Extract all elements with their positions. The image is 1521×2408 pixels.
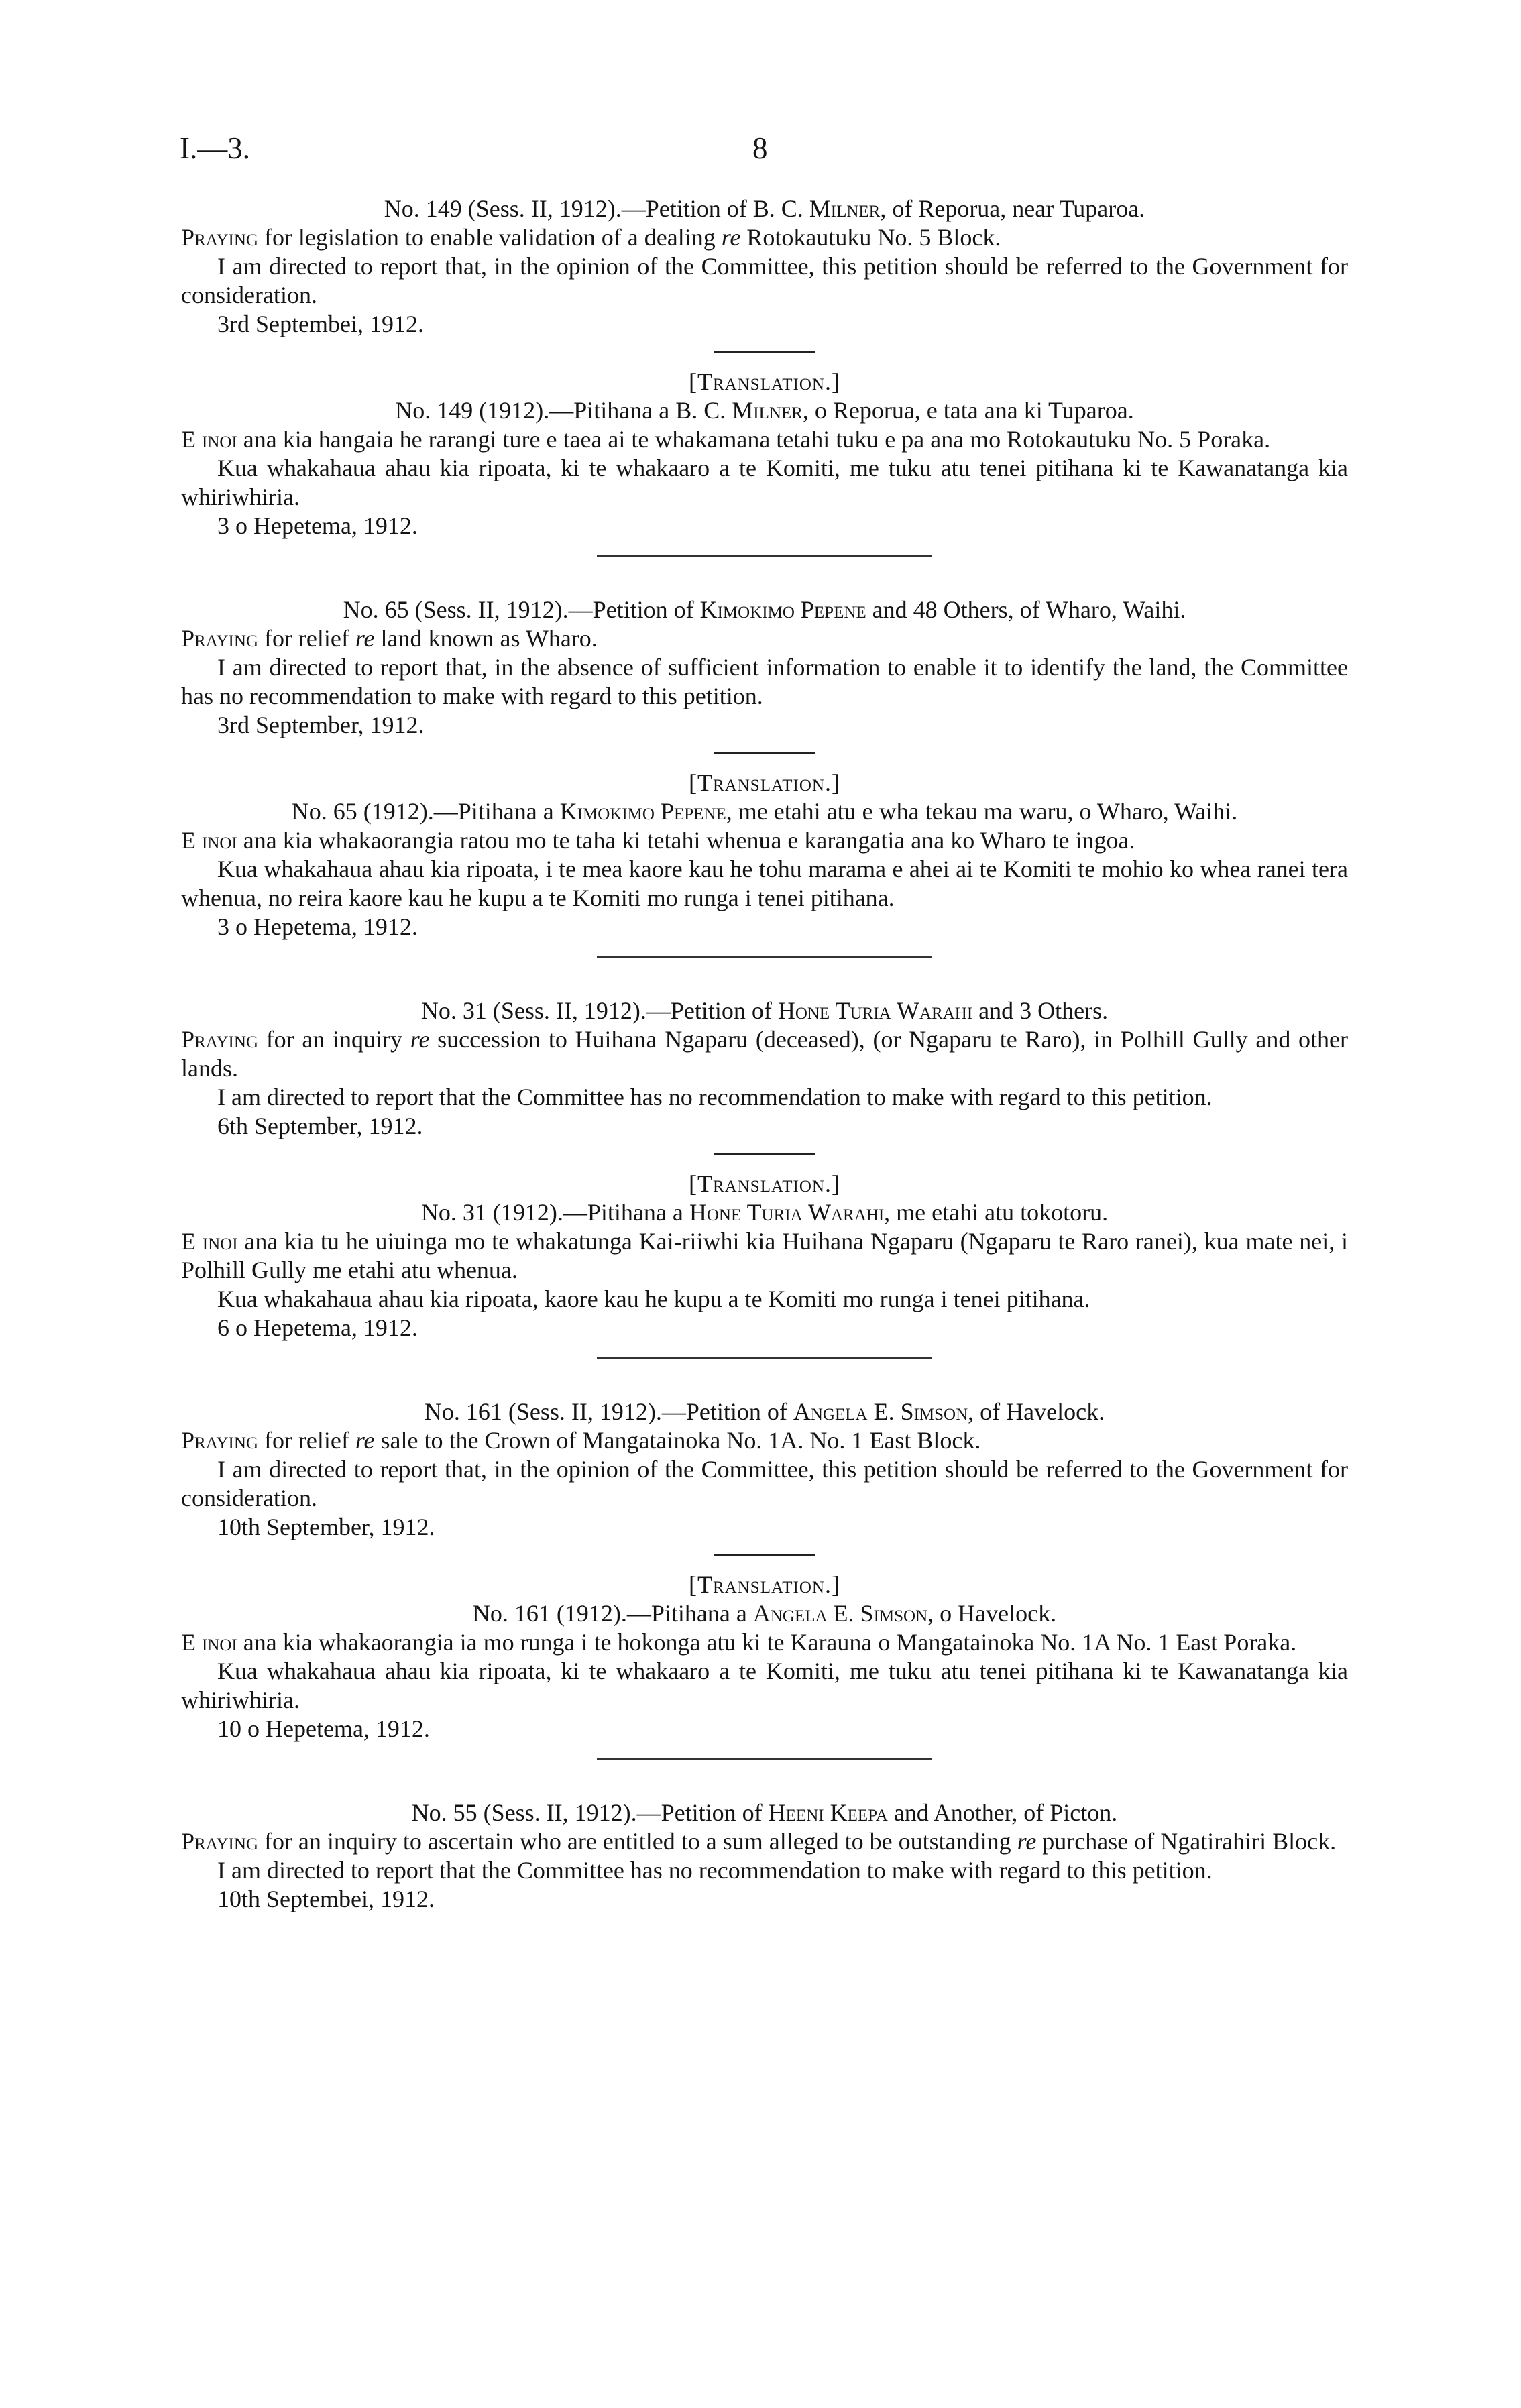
report-date: 6th September, 1912.: [217, 1112, 423, 1139]
translation-heading: [181, 396, 1348, 425]
heading-text: No. 31 (Sess. II, 1912).—Petition of: [420, 997, 778, 1024]
section-divider: [597, 1758, 932, 1760]
report-paragraph: I am directed to report that, in the absence of sufficient information to enable it to identify the land, the Committee has no recommendation to make with regard to this petition.: [181, 654, 1348, 709]
praying-lead: E inoi: [181, 1228, 238, 1255]
report-paragraph: I am directed to report that, in the opinion of the Committee, this petition should be referred to the Government for consideration.: [181, 253, 1348, 308]
section-divider: [597, 555, 932, 557]
translation-label: [Translation.]: [689, 1571, 840, 1598]
translation-report: Kua whakahaua ahau kia ripoata, ki te whakaaro a te Komiti, me tuku atu tenei pitihana ki te Kawanatanga kia whiriwhiria.: [181, 1658, 1348, 1713]
report-paragraph: I am directed to report that, in the opinion of the Committee, this petition should be referred to the Government for consideration.: [181, 1456, 1348, 1511]
praying-italic: re: [410, 1026, 430, 1053]
petitioner-name: Angela E. Simson: [752, 1600, 928, 1627]
heading-text: and 3 Others.: [972, 997, 1109, 1024]
translation-date: 6 o Hepetema, 1912.: [217, 1314, 418, 1341]
praying-italic: re: [721, 224, 741, 251]
petition-entry: [181, 194, 1348, 557]
petition-heading: [181, 1798, 1348, 1827]
praying-text: purchase of Ngatirahiri Block.: [1036, 1828, 1337, 1855]
short-divider: [714, 1153, 815, 1155]
praying-text: for relief: [258, 1427, 355, 1454]
praying-lead: Praying: [181, 625, 258, 652]
report-paragraph: I am directed to report that the Committee has no recommendation to make with regard to this petition.: [217, 1857, 1213, 1884]
heading-text: No. 65 (1912).—Pitihana a: [291, 798, 560, 825]
section-divider: [597, 956, 932, 958]
translation-praying: [181, 1227, 1348, 1285]
heading-text: , o Reporua, e tata ana ki Tuparoa.: [802, 397, 1134, 424]
heading-text: No. 55 (Sess. II, 1912).—Petition of: [411, 1799, 769, 1826]
heading-text: No. 149 (Sess. II, 1912).—Petition of B. C.: [384, 195, 809, 222]
petition-entry: [181, 1397, 1348, 1760]
praying-lead: Praying: [181, 1828, 258, 1855]
translation-report: Kua whakahaua ahau kia ripoata, i te mea kaore kau he tohu marama e ahei ai te Komiti te mohio ko whea ranei tera whenua, no reira kaore kau he kupu a te Komiti mo runga i tenei pitihana.: [181, 856, 1348, 911]
praying-text: succession to Huihana Ngaparu (deceased), (or Ngaparu te Raro), in Polhill Gully and other lands.: [181, 1026, 1348, 1082]
heading-text: No. 149 (1912).—Pitihana a B. C.: [395, 397, 732, 424]
praying-text: ana kia whakaorangia ia mo runga i te hokonga atu ki te Karauna o Mangatainoka No. 1A No. 1 East Poraka.: [237, 1629, 1297, 1656]
praying-text: for an inquiry to ascertain who are entitled to a sum alleged to be outstanding: [258, 1828, 1017, 1855]
short-divider: [714, 752, 815, 754]
translation-praying: [181, 425, 1348, 454]
petition-entry: [181, 595, 1348, 958]
short-divider: [714, 351, 815, 353]
praying-text: ana kia hangaia he rarangi ture e taea ai te whakamana tetahi tuku e pa ana mo Rotokautuku No. 5 Poraka.: [237, 426, 1271, 453]
translation-heading: [181, 1198, 1348, 1227]
praying-text: land known as Wharo.: [374, 625, 598, 652]
heading-text: and 48 Others, of Wharo, Waihi.: [866, 596, 1186, 623]
translation-report: Kua whakahaua ahau kia ripoata, kaore kau he kupu a te Komiti mo runga i tenei pitihana.: [217, 1285, 1090, 1312]
translation-heading: [181, 797, 1348, 826]
praying-text: ana kia tu he uiuinga mo te whakatunga Kai-riiwhi kia Huihana Ngaparu (Ngaparu te Raro ranei), kua mate nei, i Polhill Gully me etahi atu whenua.: [181, 1228, 1349, 1283]
translation-date: 10 o Hepetema, 1912.: [217, 1715, 430, 1742]
praying-lead: E inoi: [181, 426, 237, 453]
short-divider: [714, 1554, 815, 1556]
praying-paragraph: [181, 624, 1348, 653]
heading-text: No. 31 (1912).—Pitihana a: [420, 1199, 689, 1226]
praying-text: Rotokautuku No. 5 Block.: [740, 224, 1001, 251]
petitioner-name: Milner: [732, 397, 803, 424]
petition-heading: [181, 595, 1348, 624]
petitions-report: [181, 194, 1348, 1914]
praying-text: for legislation to enable validation of a dealing: [258, 224, 722, 251]
heading-text: No. 161 (Sess. II, 1912).—Petition of: [424, 1398, 793, 1425]
praying-paragraph: [181, 1025, 1348, 1083]
petitioner-name: Kimokimo Pepene: [559, 798, 726, 825]
heading-text: , me etahi atu e wha tekau ma waru, o Wharo, Waihi.: [726, 798, 1238, 825]
praying-text: sale to the Crown of Mangatainoka No. 1A. No. 1 East Block.: [374, 1427, 981, 1454]
translation-label: [Translation.]: [689, 1170, 840, 1197]
petition-entry: [181, 1798, 1348, 1914]
heading-text: and Another, of Picton.: [887, 1799, 1118, 1826]
praying-lead: Praying: [181, 224, 258, 251]
report-date: 10th Septembei, 1912.: [217, 1886, 435, 1912]
petitioner-name: Heeni Keepa: [768, 1799, 888, 1826]
praying-paragraph: [181, 1426, 1348, 1455]
praying-paragraph: [181, 223, 1348, 252]
praying-text: for an inquiry: [258, 1026, 410, 1053]
report-date: 3rd September, 1912.: [217, 711, 425, 738]
petitioner-name: Hone Turia Warahi: [689, 1199, 885, 1226]
praying-italic: re: [355, 1427, 375, 1454]
praying-lead: E inoi: [181, 827, 237, 854]
petitioner-name: Kimokimo Pepene: [699, 596, 866, 623]
paper-reference: I.—3.: [180, 131, 250, 165]
praying-lead: Praying: [181, 1427, 258, 1454]
translation-heading: [181, 1599, 1348, 1628]
heading-text: , of Reporua, near Tuparoa.: [880, 195, 1145, 222]
praying-text: for relief: [258, 625, 355, 652]
report-paragraph: I am directed to report that the Committee has no recommendation to make with regard to this petition.: [217, 1084, 1213, 1110]
report-date: 10th September, 1912.: [217, 1513, 435, 1540]
praying-italic: re: [355, 625, 375, 652]
praying-paragraph: [181, 1827, 1348, 1856]
translation-date: 3 o Hepetema, 1912.: [217, 913, 418, 940]
report-date: 3rd Septembei, 1912.: [217, 310, 424, 337]
heading-text: , me etahi atu tokotoru.: [884, 1199, 1109, 1226]
petition-entry: [181, 996, 1348, 1359]
heading-text: No. 65 (Sess. II, 1912).—Petition of: [343, 596, 700, 623]
petitioner-name: Angela E. Simson: [793, 1398, 968, 1425]
translation-label: [Translation.]: [689, 368, 840, 395]
petitioner-name: Hone Turia Warahi: [777, 997, 973, 1024]
petitioner-name: Milner: [809, 195, 881, 222]
translation-report: Kua whakahaua ahau kia ripoata, ki te whakaaro a te Komiti, me tuku atu tenei pitihana ki te Kawanatanga kia whiriwhiria.: [181, 455, 1348, 510]
translation-date: 3 o Hepetema, 1912.: [217, 512, 418, 539]
translation-praying: [181, 1628, 1348, 1657]
translation-label: [Translation.]: [689, 769, 840, 796]
praying-text: ana kia whakaorangia ratou mo te taha ki tetahi whenua e karangatia ana ko Wharo te ingoa.: [237, 827, 1135, 854]
section-divider: [597, 1357, 932, 1359]
heading-text: , o Havelock.: [927, 1600, 1057, 1627]
heading-text: , of Havelock.: [968, 1398, 1105, 1425]
praying-lead: E inoi: [181, 1629, 237, 1656]
petition-heading: [181, 194, 1348, 223]
petition-heading: [181, 1397, 1348, 1426]
heading-text: No. 161 (1912).—Pitihana a: [472, 1600, 753, 1627]
praying-italic: re: [1017, 1828, 1037, 1855]
praying-lead: Praying: [181, 1026, 258, 1053]
petition-heading: [181, 996, 1348, 1025]
translation-praying: [181, 826, 1348, 855]
page-number: 8: [752, 131, 768, 165]
